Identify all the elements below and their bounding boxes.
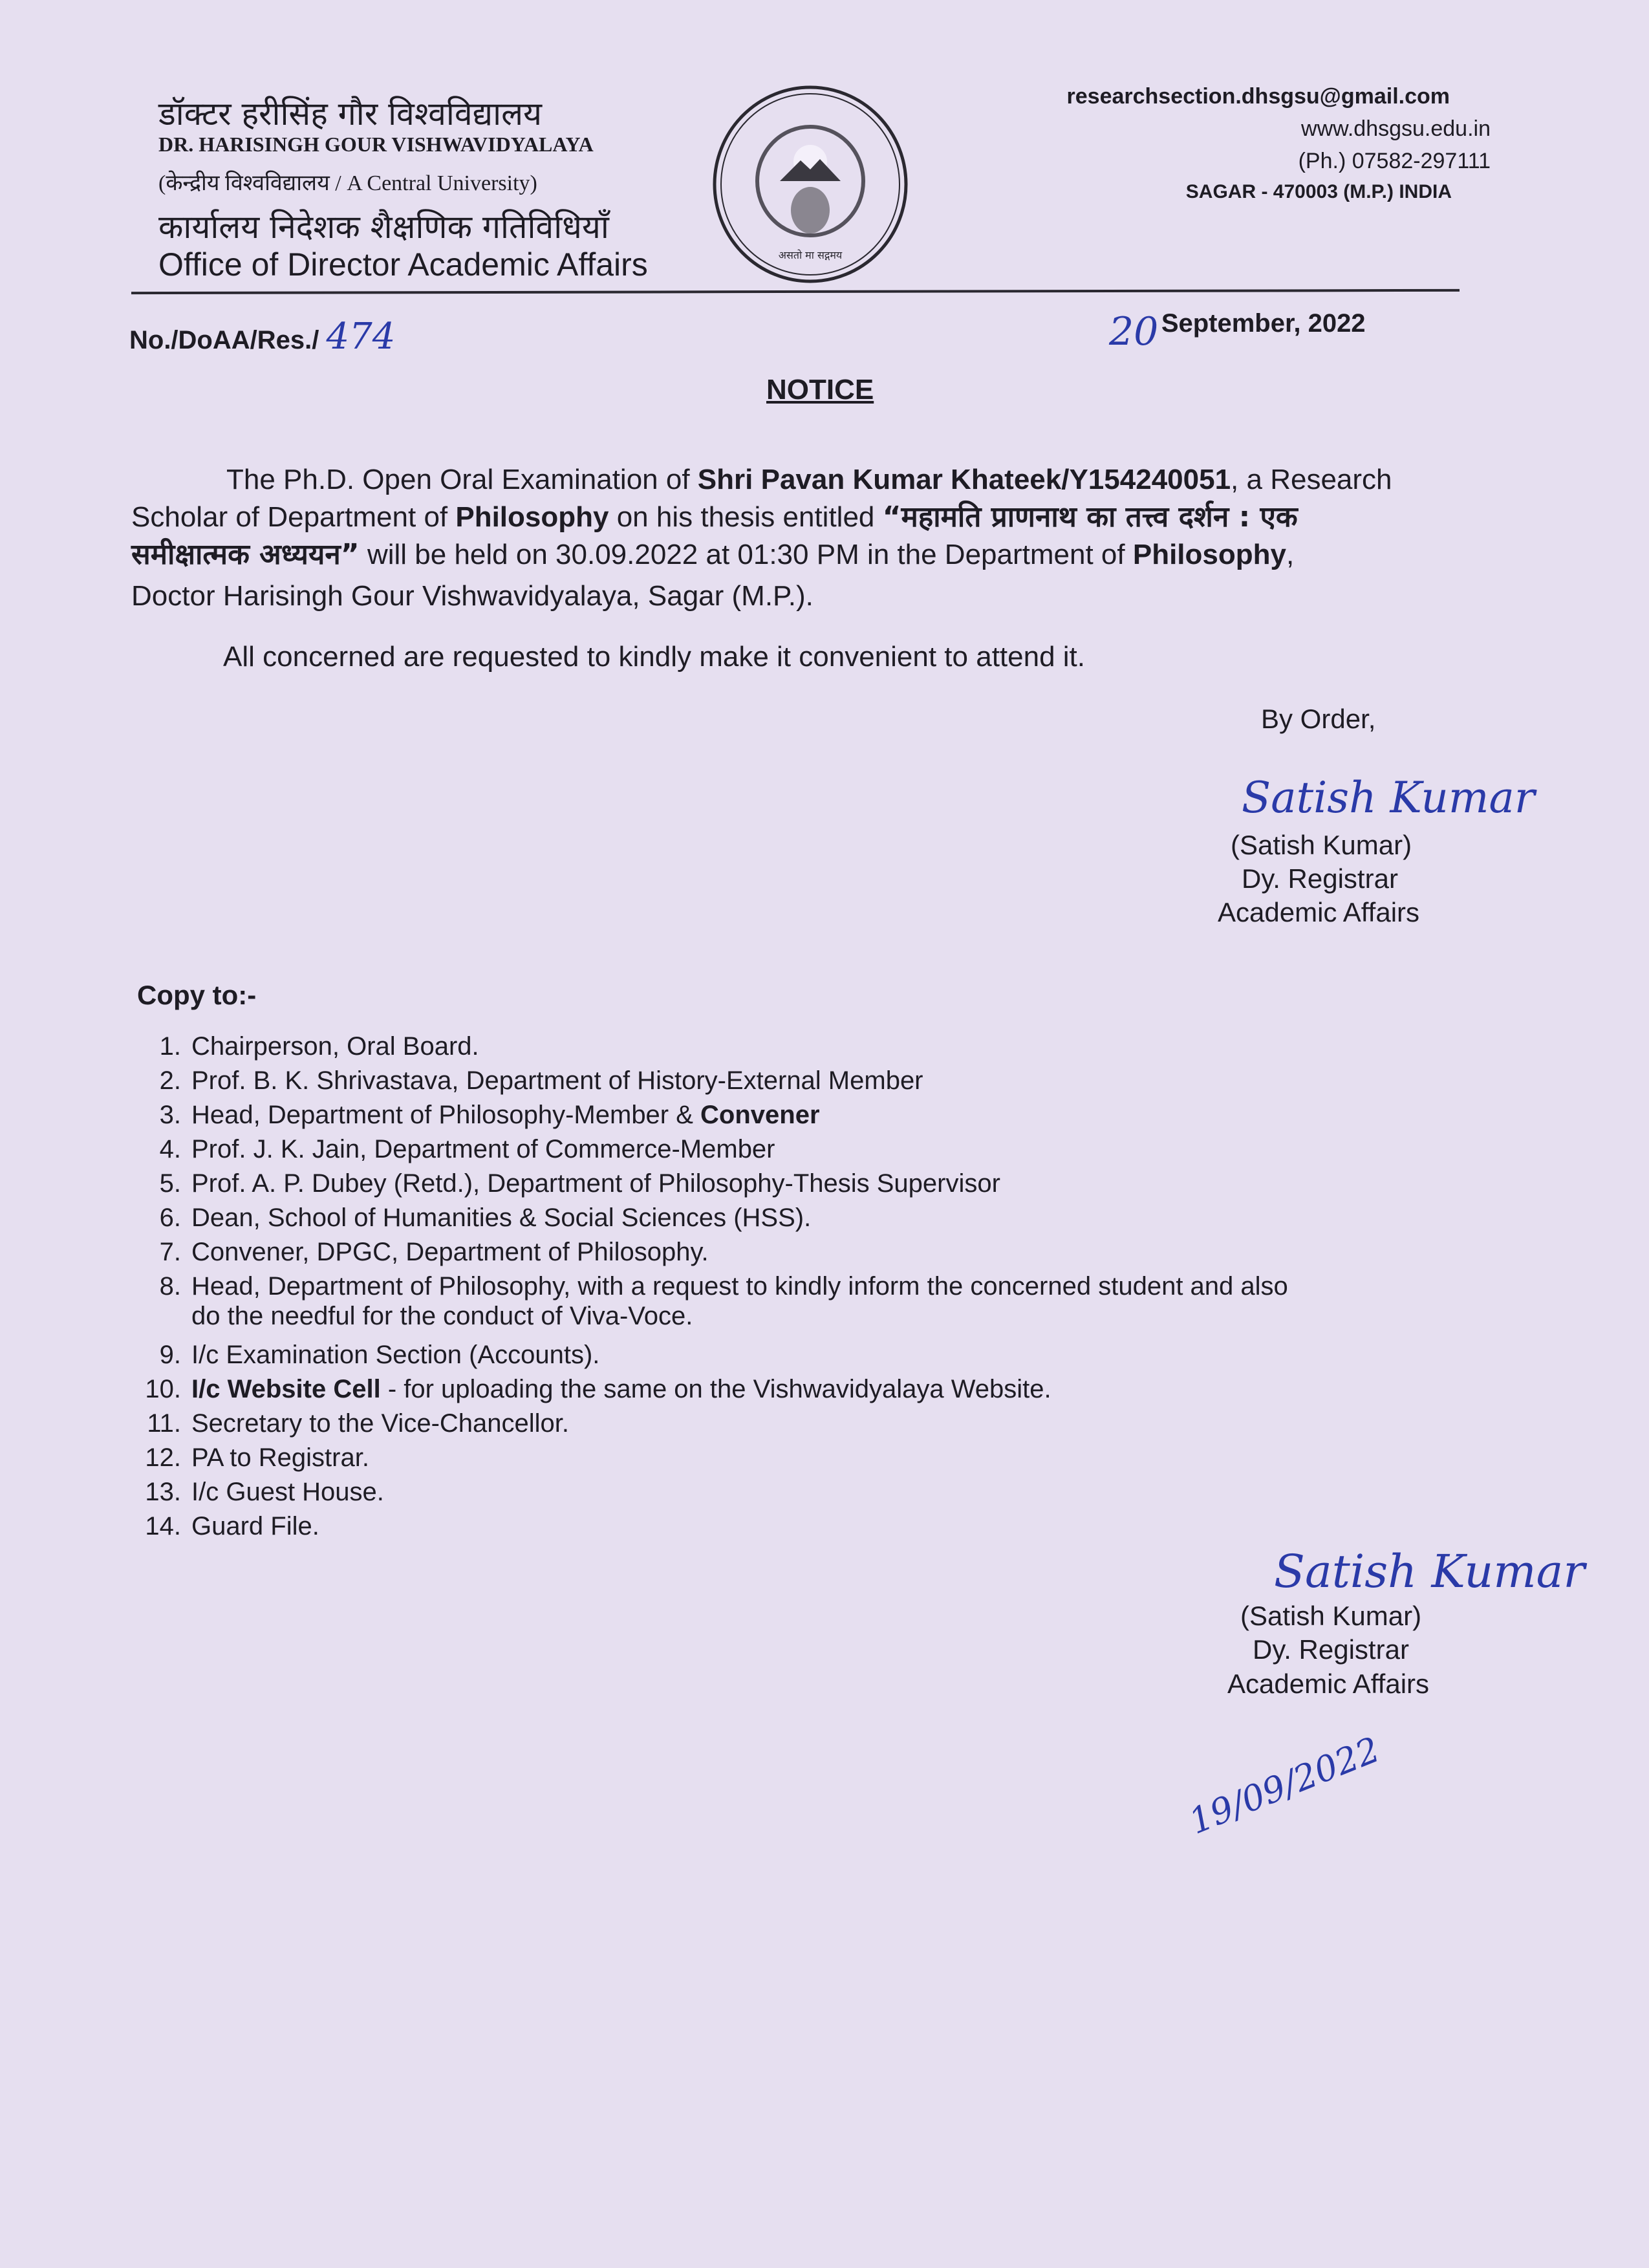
list-item: 4. Prof. J. K. Jain, Department of Commerce-Member [159, 1135, 775, 1163]
list-item: 6. Dean, School of Humanities & Social Sciences (HSS). [159, 1204, 812, 1232]
office-name-english: Office of Director Academic Affairs [158, 246, 648, 283]
seal-motto: असतो मा सद्गमय [778, 249, 843, 261]
second-signatory-department: Academic Affairs [1227, 1669, 1430, 1699]
list-item: 14. Guard File. [145, 1512, 319, 1540]
body-line-1: The Ph.D. Open Oral Examination of Shri Pavan Kumar Khateek/Y154240051, a Research [226, 464, 1392, 495]
request-line: All concerned are requested to kindly make it convenient to attend it. [223, 641, 1085, 673]
contact-phone: (Ph.) 07582-297111 [1298, 149, 1491, 173]
copy-to-heading: Copy to:- [137, 980, 257, 1010]
university-name-english: DR. HARISINGH GOUR VISHWAVIDYALAYA [158, 133, 594, 156]
handwritten-reference-number: 474 [326, 316, 396, 358]
list-item: 12. PA to Registrar. [145, 1443, 369, 1472]
handwritten-day: 20 [1109, 309, 1159, 354]
notice-date [1109, 309, 1366, 354]
list-item: 10. I/c Website Cell - for uploading the same on the Vishwavidyalaya Website. [145, 1375, 1051, 1403]
signatory-designation: Dy. Registrar [1242, 863, 1398, 894]
contact-email: researchsection.dhsgsu@gmail.com [1066, 84, 1450, 109]
university-name-hindi: डॉक्टर हरीसिंह गौर विश्वविद्यालय [158, 95, 542, 133]
body-line-2: Scholar of Department of Philosophy on his thesis entitled “महामति प्राणनाथ का तत्त्व दर्शन : एक [131, 501, 1298, 534]
contact-website: www.dhsgsu.edu.in [1301, 116, 1491, 141]
scholar-name: Shri Pavan Kumar Khateek/Y154240051 [697, 464, 1231, 495]
list-item: 7. Convener, DPGC, Department of Philosophy. [159, 1238, 709, 1266]
list-item: 2. Prof. B. K. Shrivastava, Department of History-External Member [159, 1066, 923, 1095]
list-item: 9. I/c Examination Section (Accounts). [159, 1341, 600, 1369]
by-order: By Order, [1261, 704, 1376, 734]
reference-label: No./DoAA/Res./ [129, 326, 319, 354]
contact-address: SAGAR - 470003 (M.P.) INDIA [1185, 181, 1452, 202]
body-line-4: Doctor Harisingh Gour Vishwavidyalaya, Sagar (M.P.). [131, 580, 814, 612]
thesis-title: “महामति प्राणनाथ का तत्त्व दर्शन : एक [882, 501, 1298, 534]
signatory-department: Academic Affairs [1218, 897, 1420, 927]
list-item: 3. Head, Department of Philosophy-Member & Convener [159, 1101, 820, 1129]
list-item: 13. I/c Guest House. [145, 1478, 384, 1506]
university-seal-logo [710, 84, 911, 285]
list-item: 5. Prof. A. P. Dubey (Retd.), Department of Philosophy-Thesis Supervisor [159, 1169, 1000, 1198]
body-line-3: समीक्षात्मक अध्ययन” will be held on 30.09.2022 at 01:30 PM in the Department of Philosophy, [131, 538, 1295, 571]
page-title: NOTICE [766, 374, 874, 405]
office-name-hindi: कार्यालय निदेशक शैक्षणिक गतिविधियाँ [158, 208, 609, 246]
header-divider [131, 289, 1460, 294]
central-university-label: (केन्द्रीय विश्वविद्यालय / A Central University) [158, 171, 537, 195]
list-item: 11. Secretary to the Vice-Chancellor. [147, 1409, 570, 1438]
second-signatory-designation: Dy. Registrar [1253, 1634, 1409, 1665]
month-year: September, 2022 [1161, 309, 1366, 338]
list-item: 1. Chairperson, Oral Board. [159, 1032, 479, 1061]
list-item: 8. Head, Department of Philosophy, with a request to kindly inform the concerned student and also do the needful for the conduct of Viva-Voce. [159, 1272, 1288, 1330]
second-signatory-name: (Satish Kumar) [1240, 1601, 1422, 1631]
second-signature: Satish Kumar [1274, 1545, 1585, 1598]
signature: Satish Kumar [1242, 773, 1535, 823]
handwritten-initial-date: 19/09/2022 [1183, 1729, 1386, 1842]
signatory-name: (Satish Kumar) [1231, 830, 1412, 860]
reference-number [129, 316, 395, 358]
